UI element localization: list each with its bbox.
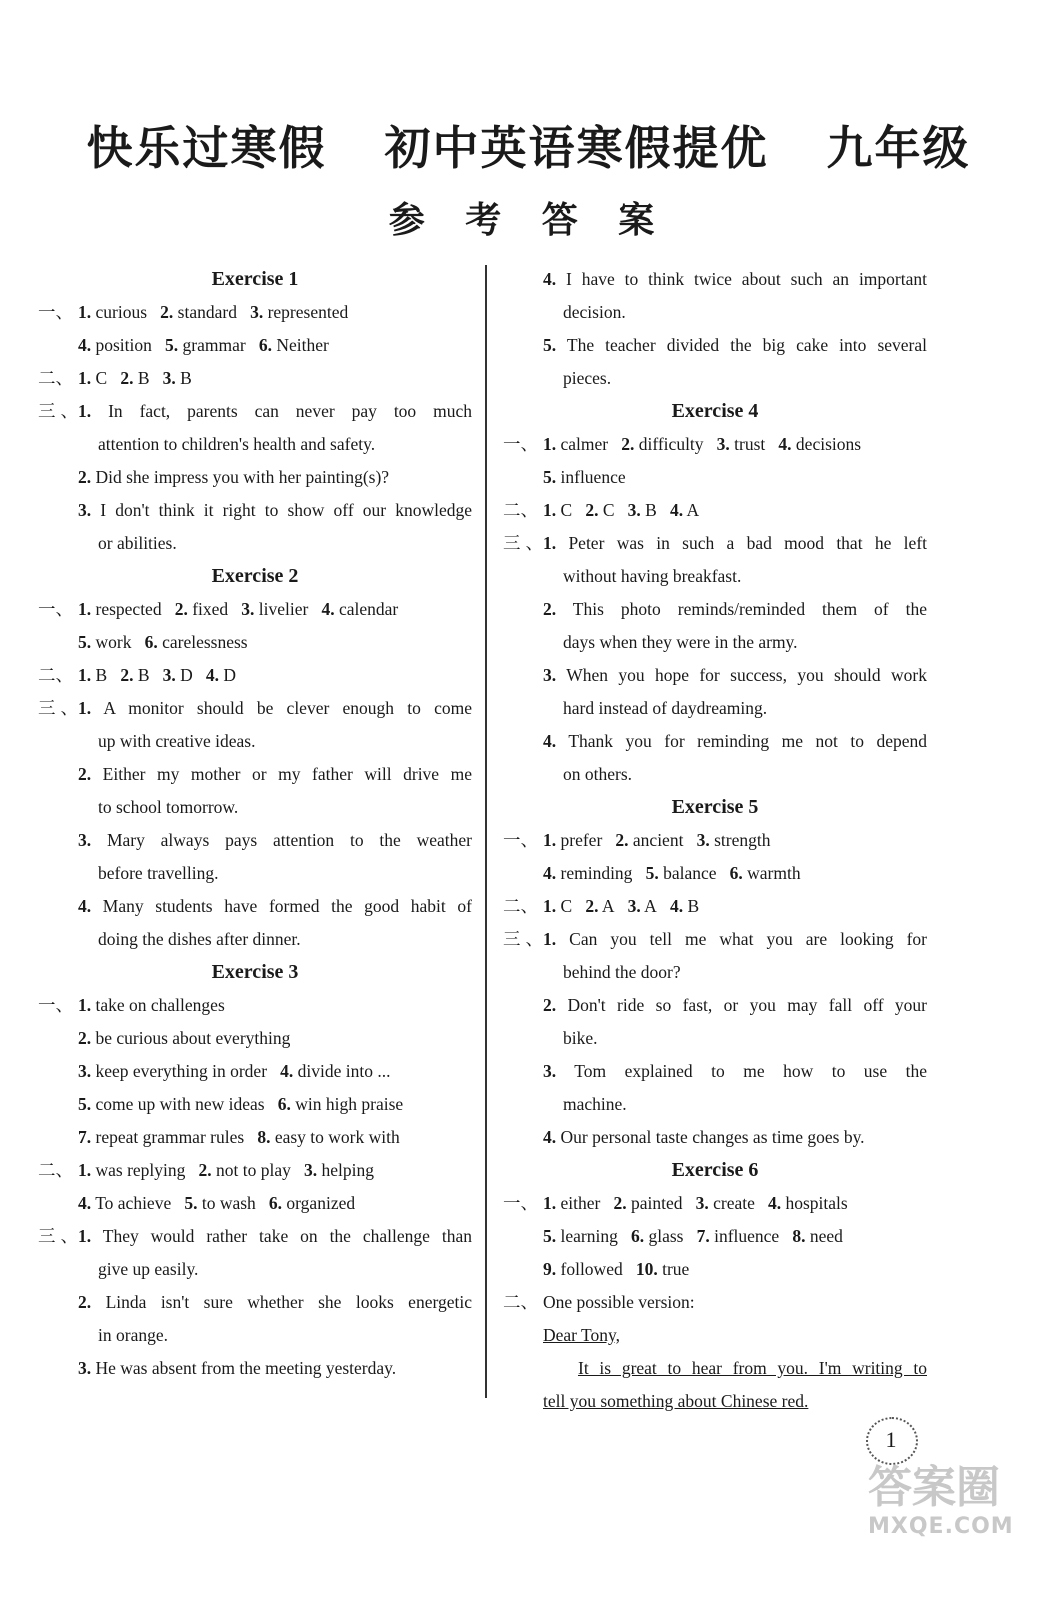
- answer-line: 一、 1. either 2. painted 3. create 4. hospitals: [503, 1187, 927, 1220]
- answer-line: 4. Our personal taste changes as time goes by.: [543, 1127, 865, 1147]
- column-divider: [485, 265, 487, 1398]
- watermark: [868, 1462, 1048, 1539]
- answer-line: 一、 1. take on challenges: [38, 989, 472, 1022]
- answer-line: pieces.: [563, 368, 612, 388]
- page-title: [0, 112, 1057, 178]
- answer-line: 2. Either my mother or my father will drive me: [78, 764, 472, 784]
- section-marker: 二、: [503, 896, 538, 916]
- answer-line: 二、 1. B 2. B 3. D 4. D: [38, 659, 472, 692]
- answer-line: 3. I don't think it right to show off our knowledge: [78, 500, 473, 520]
- exercise-4-heading: Exercise 4: [671, 400, 759, 422]
- section-marker: 二、: [38, 1160, 73, 1180]
- answer-line: attention to children's health and safety.: [98, 434, 376, 454]
- answer-line: 4. reminding 5. balance 6. warmth: [543, 863, 801, 883]
- letter-salutation: Dear Tony,: [543, 1325, 621, 1345]
- title-part-3: 九年级: [826, 121, 971, 175]
- page-subtitle: 参 考 答 案: [388, 200, 669, 241]
- answer-line: 4. To achieve 5. to wash 6. organized: [78, 1193, 356, 1213]
- letter-body-line: It is great to hear from you. I'm writing to: [578, 1358, 927, 1378]
- section-marker: 三、: [38, 698, 78, 718]
- answer-line: 3. keep everything in order 4. divide into ...: [78, 1061, 391, 1081]
- answer-line: 一、 1. curious 2. standard 3. represented: [38, 296, 472, 329]
- section-marker: 二、: [503, 1292, 538, 1312]
- section-marker: 三、: [503, 533, 543, 553]
- answer-line: 3. Mary always pays attention to the weather: [78, 830, 472, 850]
- answer-line: 三、1. Peter was in such a bad mood that he left: [503, 527, 927, 560]
- answer-line: give up easily.: [98, 1259, 199, 1279]
- answer-line: 2. Did she impress you with her painting(s)?: [78, 467, 390, 487]
- answer-line: 7. repeat grammar rules 8. easy to work with: [78, 1127, 400, 1147]
- answer-line: 2. This photo reminds/reminded them of the: [543, 599, 927, 619]
- section-marker: 一、: [503, 1193, 538, 1213]
- exercise-6-heading: Exercise 6: [671, 1159, 759, 1181]
- answer-line: days when they were in the army.: [563, 632, 798, 652]
- exercise-3-heading: Exercise 3: [211, 961, 299, 983]
- answer-line: 一、 1. calmer 2. difficulty 3. trust 4. decisions: [503, 428, 927, 461]
- exercise-2-heading: Exercise 2: [211, 565, 299, 587]
- exercise-5-heading: Exercise 5: [671, 796, 759, 818]
- answer-line: 4. Many students have formed the good habit of: [78, 896, 473, 916]
- answer-line: 4. Thank you for reminding me not to depend: [543, 731, 927, 751]
- answer-line: 5. The teacher divided the big cake into several: [543, 335, 928, 355]
- answer-line: or abilities.: [98, 533, 177, 553]
- section-marker: 一、: [38, 995, 73, 1015]
- answer-line: 2. Linda isn't sure whether she looks energetic: [78, 1292, 472, 1312]
- answer-line: 5. come up with new ideas 6. win high praise: [78, 1094, 404, 1114]
- section-marker: 二、: [38, 665, 73, 685]
- answer-line: 二、 1. C 2. B 3. B: [38, 362, 472, 395]
- answer-line: doing the dishes after dinner.: [98, 929, 301, 949]
- section-marker: 三、: [38, 1226, 78, 1246]
- section-marker: 一、: [503, 830, 538, 850]
- answer-line: up with creative ideas.: [98, 731, 256, 751]
- letter-body-line: tell you something about Chinese red.: [543, 1391, 809, 1411]
- answer-line: 三、1. They would rather take on the challenge than: [38, 1220, 472, 1253]
- answer-line: 4. I have to think twice about such an important: [543, 269, 927, 289]
- right-column: [503, 263, 927, 1418]
- answer-line: 9. followed 10. true: [543, 1259, 690, 1279]
- page-number: 1: [858, 1415, 924, 1465]
- answer-line: 2. be curious about everything: [78, 1028, 291, 1048]
- answer-line: 二、 1. was replying 2. not to play 3. helping: [38, 1154, 472, 1187]
- answer-line: 5. influence: [543, 467, 626, 487]
- watermark-url: MXQE.COM: [868, 1514, 1014, 1539]
- answer-line: 二、 One possible version:: [503, 1286, 927, 1319]
- answer-line: 3. He was absent from the meeting yesterday.: [78, 1358, 397, 1378]
- answer-line: before travelling.: [98, 863, 219, 883]
- left-column: [38, 263, 472, 1385]
- exercise-1-heading: Exercise 1: [211, 268, 299, 290]
- answer-line: behind the door?: [563, 962, 681, 982]
- answer-line: 5. work 6. carelessness: [78, 632, 248, 652]
- answer-line: decision.: [563, 302, 626, 322]
- answer-line: in orange.: [98, 1325, 168, 1345]
- answer-line: on others.: [563, 764, 633, 784]
- title-part-1: 快乐过寒假: [86, 121, 327, 175]
- answer-line: bike.: [563, 1028, 598, 1048]
- answer-line: machine.: [563, 1094, 627, 1114]
- answer-line: 5. learning 6. glass 7. influence 8. need: [543, 1226, 843, 1246]
- answer-line: 一、 1. prefer 2. ancient 3. strength: [503, 824, 927, 857]
- answer-line: 3. Tom explained to me how to use the: [543, 1061, 927, 1081]
- answer-line: hard instead of daydreaming.: [563, 698, 768, 718]
- answer-line: 4. position 5. grammar 6. Neither: [78, 335, 329, 355]
- answer-line: 三、1. Can you tell me what you are looking for: [503, 923, 927, 956]
- answer-line: 三、1. A monitor should be clever enough to come: [38, 692, 472, 725]
- section-marker: 三、: [503, 929, 543, 949]
- section-marker: 二、: [503, 500, 538, 520]
- answer-line: 2. Don't ride so fast, or you may fall off your: [543, 995, 927, 1015]
- section-marker: 一、: [38, 302, 73, 322]
- answer-line: 三、1. In fact, parents can never pay too much: [38, 395, 472, 428]
- watermark-logo: 答案圈: [868, 1462, 1000, 1513]
- answer-line: 一、 1. respected 2. fixed 3. livelier 4. calendar: [38, 593, 472, 626]
- section-marker: 一、: [503, 434, 538, 454]
- section-marker: 二、: [38, 368, 73, 388]
- answer-line: without having breakfast.: [563, 566, 742, 586]
- answer-line: 3. When you hope for success, you should work: [543, 665, 928, 685]
- section-marker: 一、: [38, 599, 73, 619]
- answer-line: 二、 1. C 2. A 3. A 4. B: [503, 890, 927, 923]
- section-marker: 三、: [38, 401, 78, 421]
- answer-line: 二、 1. C 2. C 3. B 4. A: [503, 494, 927, 527]
- answer-line: to school tomorrow.: [98, 797, 239, 817]
- title-part-2: 初中英语寒假提优: [384, 121, 769, 175]
